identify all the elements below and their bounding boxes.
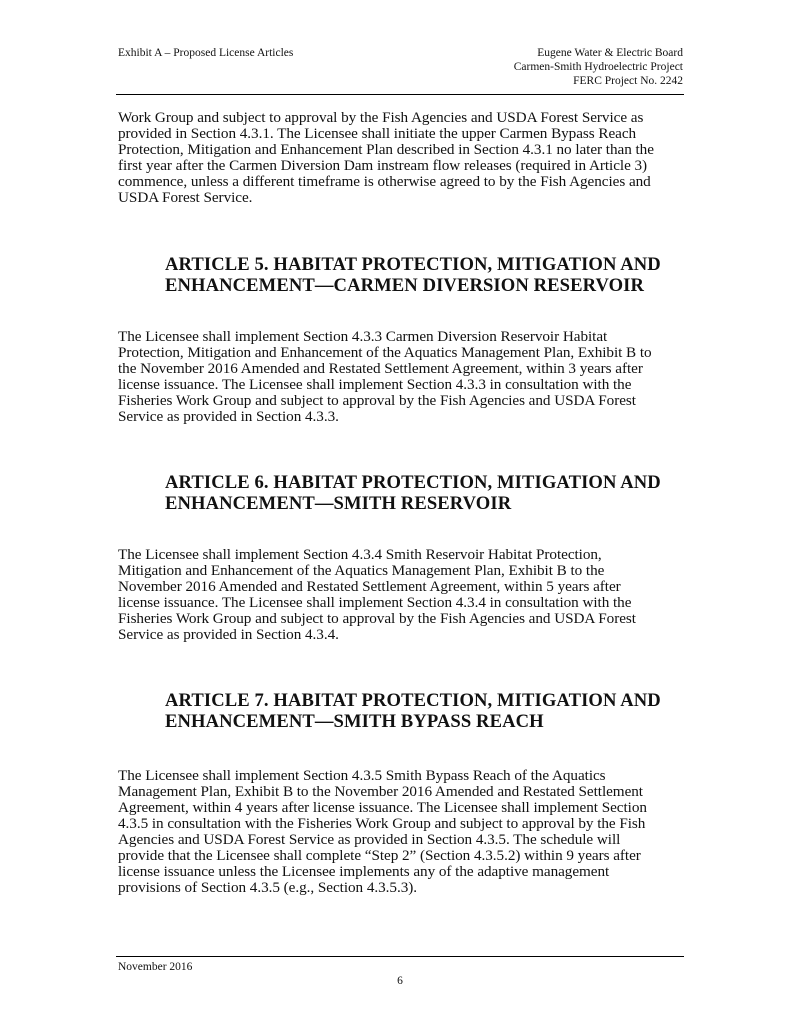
heading-line: ENHANCEMENT—SMITH RESERVOIR: [165, 493, 512, 514]
text-line: provided in Section 4.3.1. The Licensee shall initiate the upper Carmen Bypass Reach: [118, 125, 637, 142]
text-line: Service as provided in Section 4.3.3.: [118, 408, 339, 425]
text-line: The Licensee shall implement Section 4.3.4 Smith Reservoir Habitat Protection,: [118, 546, 602, 563]
page-number: 6: [397, 975, 403, 987]
heading-line: ENHANCEMENT—CARMEN DIVERSION RESERVOIR: [165, 275, 645, 296]
header-right-line: FERC Project No. 2242: [573, 75, 683, 87]
text-line: Protection, Mitigation and Enhancement of the Aquatics Management Plan, Exhibit B to: [118, 344, 652, 361]
article-7-heading: [165, 690, 705, 732]
heading-line: ARTICLE 5. HABITAT PROTECTION, MITIGATION AND: [165, 254, 661, 275]
heading-line: ARTICLE 6. HABITAT PROTECTION, MITIGATION AND: [165, 472, 661, 493]
text-line: 4.3.5 in consultation with the Fisheries Work Group and subject to approval by the Fish: [118, 815, 646, 832]
header-left: Exhibit A – Proposed License Articles: [118, 47, 294, 59]
header-divider: [116, 94, 684, 95]
heading-line: ARTICLE 7. HABITAT PROTECTION, MITIGATION AND: [165, 690, 661, 711]
article-7-paragraph: [118, 768, 688, 896]
intro-paragraph: [118, 110, 688, 206]
text-line: November 2016 Amended and Restated Settlement Agreement, within 5 years after: [118, 578, 621, 595]
footer-divider: [116, 956, 684, 957]
text-line: Service as provided in Section 4.3.4.: [118, 626, 339, 643]
text-line: Fisheries Work Group and subject to approval by the Fish Agencies and USDA Forest: [118, 392, 636, 409]
article-6-heading: [165, 472, 705, 514]
text-line: The Licensee shall implement Section 4.3.5 Smith Bypass Reach of the Aquatics: [118, 767, 606, 784]
text-line: Management Plan, Exhibit B to the November 2016 Amended and Restated Settlement: [118, 783, 643, 800]
text-line: license issuance. The Licensee shall implement Section 4.3.4 in consultation with the: [118, 594, 632, 611]
text-line: license issuance. The Licensee shall implement Section 4.3.3 in consultation with the: [118, 376, 632, 393]
header-right-line: Eugene Water & Electric Board: [537, 47, 683, 59]
text-line: USDA Forest Service.: [118, 189, 253, 206]
header-right-line: Carmen-Smith Hydroelectric Project: [513, 61, 683, 73]
text-line: Work Group and subject to approval by the Fish Agencies and USDA Forest Service as: [118, 109, 644, 126]
text-line: Protection, Mitigation and Enhancement Plan described in Section 4.3.1 no later than the: [118, 141, 654, 158]
footer-date: November 2016: [118, 961, 193, 973]
article-6-paragraph: [118, 547, 688, 643]
heading-line: ENHANCEMENT—SMITH BYPASS REACH: [165, 711, 544, 732]
header-right: [514, 46, 683, 88]
text-line: The Licensee shall implement Section 4.3.3 Carmen Diversion Reservoir Habitat: [118, 328, 608, 345]
text-line: provide that the Licensee shall complete “Step 2” (Section 4.3.5.2) within 9 years after: [118, 847, 641, 864]
text-line: Agreement, within 4 years after license issuance. The Licensee shall implement Section: [118, 799, 647, 816]
text-line: Agencies and USDA Forest Service as provided in Section 4.3.5. The schedule will: [118, 831, 621, 848]
text-line: license issuance unless the Licensee implements any of the adaptive management: [118, 863, 610, 880]
text-line: the November 2016 Amended and Restated Settlement Agreement, within 3 years after: [118, 360, 643, 377]
article-5-paragraph: [118, 329, 688, 425]
text-line: Fisheries Work Group and subject to approval by the Fish Agencies and USDA Forest: [118, 610, 636, 627]
article-5-heading: [165, 254, 705, 296]
text-line: Mitigation and Enhancement of the Aquatics Management Plan, Exhibit B to the: [118, 562, 605, 579]
text-line: commence, unless a different timeframe is otherwise agreed to by the Fish Agencies and: [118, 173, 651, 190]
text-line: first year after the Carmen Diversion Dam instream flow releases (required in Article 3): [118, 157, 648, 174]
text-line: provisions of Section 4.3.5 (e.g., Section 4.3.5.3).: [118, 879, 418, 896]
